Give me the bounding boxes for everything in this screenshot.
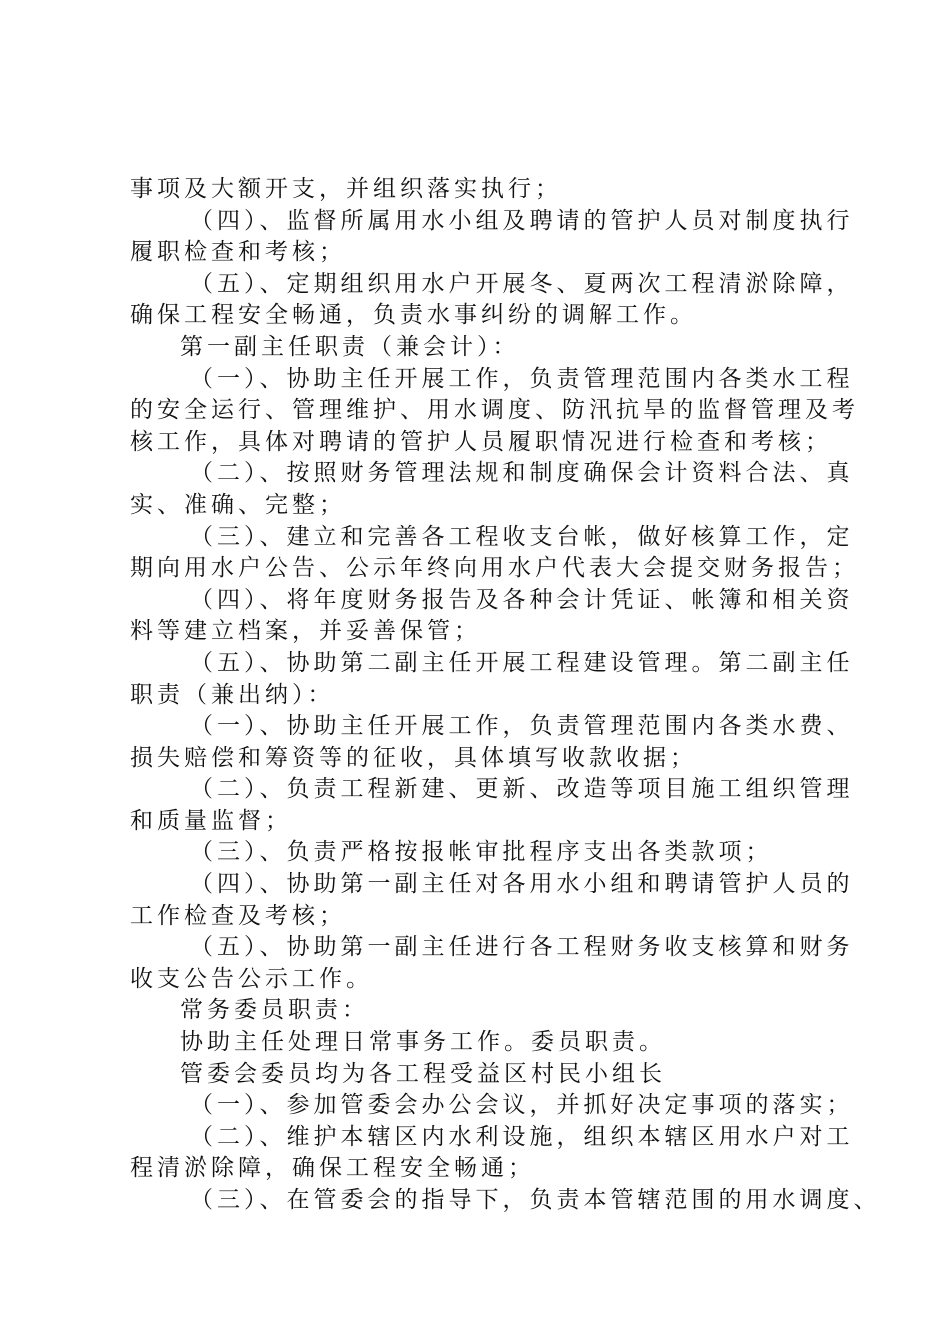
text-line: （三）、建立和完善各工程收支台帐，做好核算工作，定 (190, 523, 854, 550)
text-line: 收支公告公示工作。 (130, 965, 373, 992)
text-line: （四）、协助第一副主任对各用水小组和聘请管护人员的 (190, 871, 854, 898)
text-line: （三）、负责严格按报帐审批程序支出各类款项； (190, 839, 773, 866)
text-line: （五）、协助第二副主任开展工程建设管理。第二副主任 (190, 649, 854, 676)
text-line: （二）、按照财务管理法规和制度确保会计资料合法、真 (190, 460, 854, 487)
text-line: 核工作，具体对聘请的管护人员履职情况进行检查和考核； (130, 428, 832, 455)
text-line: （五）、定期组织用水户开展冬、夏两次工程清淤除障， (190, 270, 854, 297)
text-line: 程清淤除障，确保工程安全畅通； (130, 1155, 535, 1182)
text-line: （四）、监督所属用水小组及聘请的管护人员对制度执行 (190, 207, 854, 234)
text-line: （一）、协助主任开展工作，负责管理范围内各类水工程 (190, 365, 854, 392)
text-line: （一）、参加管委会办公会议，并抓好决定事项的落实； (190, 1092, 854, 1119)
text-line: 管委会委员均为各工程受益区村民小组长 (180, 1060, 666, 1087)
text-line: 第一副主任职责（兼会计）： (180, 333, 520, 360)
text-line: 确保工程安全畅通，负责水事纠纷的调解工作。 (130, 302, 697, 329)
text-line: 职责（兼出纳）： (130, 681, 335, 708)
text-line: （五）、协助第一副主任进行各工程财务收支核算和财务 (190, 934, 854, 961)
text-line: （四）、将年度财务报告及各种会计凭证、帐簿和相关资 (190, 586, 854, 613)
text-line: 损失赔偿和筹资等的征收，具体填写收款收据； (130, 744, 697, 771)
text-line: 料等建立档案，并妥善保管； (130, 618, 481, 645)
text-line: 实、准确、完整； (130, 491, 346, 518)
text-line: 常务委员职责： (180, 997, 369, 1024)
text-line: 期向用水户公告、公示年终向用水户代表大会提交财务报告； (130, 555, 859, 582)
text-line: 的安全运行、管理维护、用水调度、防汛抗旱的监督管理及考 (130, 397, 859, 424)
text-line: 和质量监督； (130, 807, 292, 834)
text-line: （二）、维护本辖区内水利设施，组织本辖区用水户对工 (190, 1123, 854, 1150)
text-line: （三）、在管委会的指导下，负责本管辖范围的用水调度、 (190, 1187, 881, 1213)
text-line: 履职检查和考核； (130, 239, 346, 266)
text-line: 协助主任处理日常事务工作。委员职责。 (180, 1029, 666, 1056)
document-body (130, 174, 881, 1217)
text-line: （一）、协助主任开展工作，负责管理范围内各类水费、 (190, 713, 854, 740)
text-line: （二）、负责工程新建、更新、改造等项目施工组织管理 (190, 776, 854, 803)
text-line: 事项及大额开支，并组织落实执行； (130, 176, 562, 202)
text-line: 工作检查及考核； (130, 902, 346, 929)
